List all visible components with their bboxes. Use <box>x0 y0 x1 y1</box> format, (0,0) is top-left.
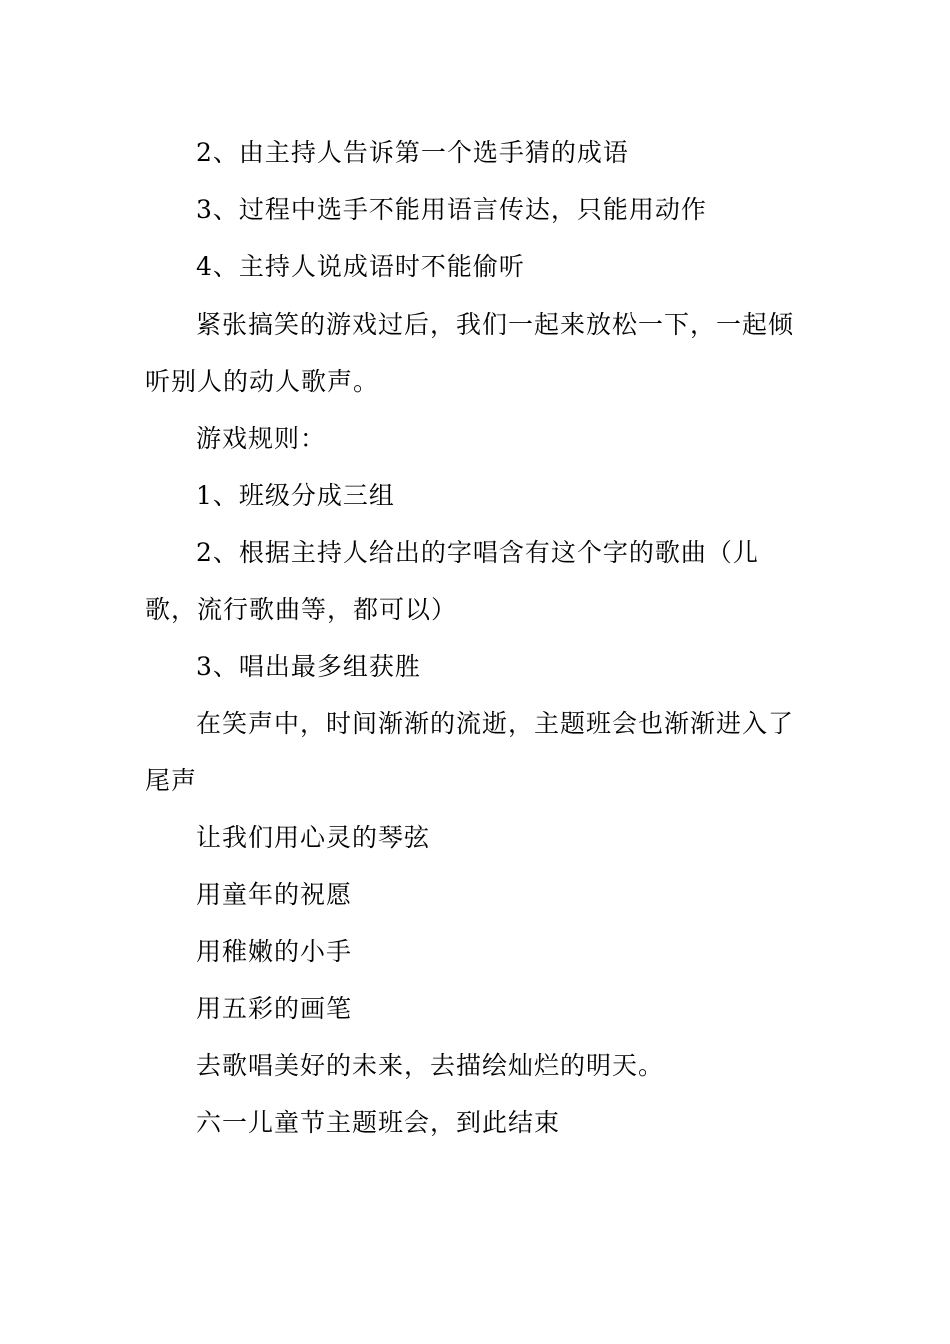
paragraph-rule-4: 4、主持人说成语时不能偷听 <box>196 252 525 281</box>
paragraph-song-rule-2: 2、根据主持人给出的字唱含有这个字的歌曲（儿歌，流行歌曲等，都可以） <box>145 538 759 624</box>
poem-line-1: 让我们用心灵的琴弦 <box>196 823 431 852</box>
paragraph-song-rule-1: 1、班级分成三组 <box>196 481 395 510</box>
paragraph-rule-3: 3、过程中选手不能用语言传达，只能用动作 <box>196 195 707 224</box>
paragraph-closing-intro: 在笑声中，时间渐渐的流逝，主题班会也渐渐进入了尾声 <box>145 709 795 795</box>
poem-line-3: 用稚嫩的小手 <box>196 937 353 966</box>
paragraph-transition: 紧张搞笑的游戏过后，我们一起来放松一下，一起倾听别人的动人歌声。 <box>145 310 795 396</box>
poem-line-4: 用五彩的画笔 <box>196 994 353 1023</box>
paragraph-game-rules-heading: 游戏规则： <box>196 424 327 453</box>
paragraph-ending: 六一儿童节主题班会，到此结束 <box>196 1108 561 1137</box>
poem-line-2: 用童年的祝愿 <box>196 880 353 909</box>
paragraph-rule-2: 2、由主持人告诉第一个选手猜的成语 <box>196 138 629 167</box>
paragraph-song-rule-3: 3、唱出最多组获胜 <box>196 652 421 681</box>
poem-line-5: 去歌唱美好的未来，去描绘灿烂的明天。 <box>196 1051 665 1080</box>
